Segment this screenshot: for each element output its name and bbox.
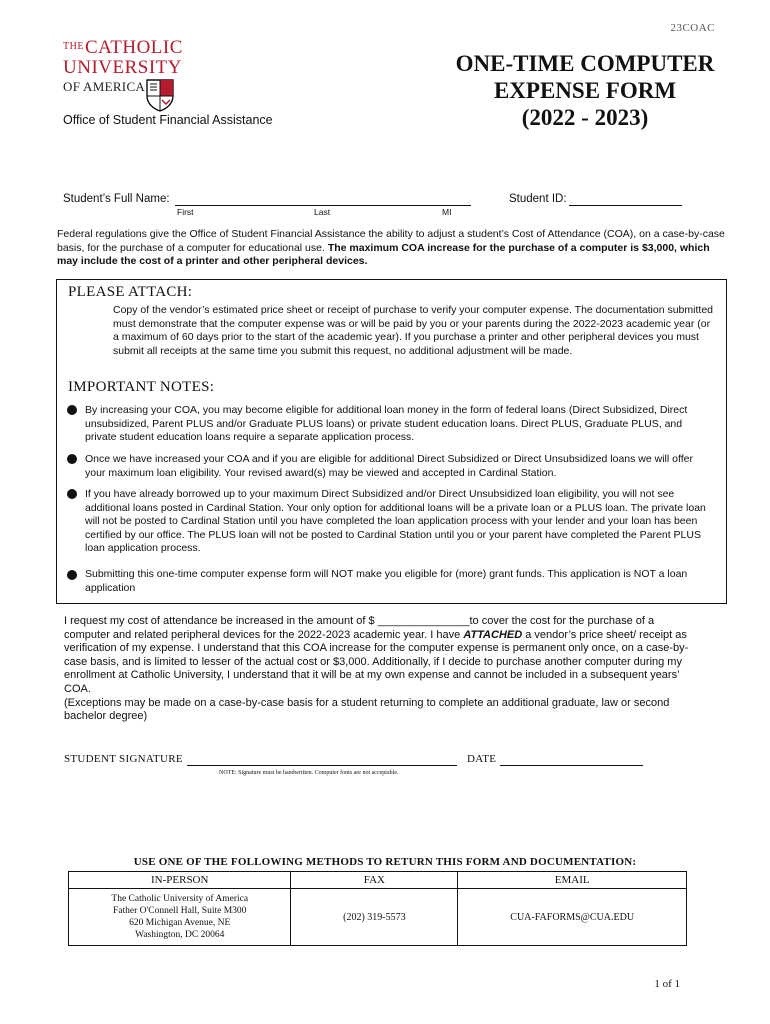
address-line: The Catholic University of America <box>111 894 249 904</box>
attach-text: Copy of the vendor’s estimated price sheet or receipt of purchase to verify your computer expense. The documentation submitted must demonstrate that the computer expense was or will be paid by you or your parents during the 2022-2023 academic year (or a maximum of 60 days prior to the start of the academic year). If you purchase a printer and other peripheral devices you must submit all receipts at the same time you submit this request, no additional adjustment will be made. <box>113 304 713 357</box>
fax-number: (202) 319-5573 <box>291 889 458 946</box>
request-text-3: a vendor’s price sheet/ receipt as verification of my expense. I understand that this COA increase for the computer expense is permanent only once, on a case-by- case basis, and is limited to lesser of the actual cost or $3,000. Additionally, if I decide to purchase another computer during my enrollment at Catholic University, I understand that it will be at my own expense and cannot be included in a subsequent years’ COA. <box>64 628 689 695</box>
logo-text-university: UNIVERSITY <box>63 57 182 78</box>
logo-text-line1: CATHOLIC <box>84 37 183 58</box>
return-methods-table <box>68 871 687 946</box>
intro-bold-text: The maximum COA increase for the purchase of a computer is $3,000, which may include the cost of a printer and other peripheral devices. <box>57 241 710 267</box>
title-line-2: EXPENSE FORM <box>493 78 677 103</box>
address-line: 620 Michigan Avenue, NE <box>129 918 231 928</box>
student-name-field[interactable] <box>175 205 471 206</box>
request-text-2: to cover the cost for the purchase of a computer and related peripheral devices for the 2022-2023 academic year. I have <box>64 615 655 641</box>
office-name: Office of Student Financial Assistance <box>63 113 273 127</box>
date-field[interactable] <box>500 765 643 766</box>
notes-heading: IMPORTANT NOTES: <box>68 379 215 395</box>
logo-text-of-america: OF AMERICA <box>63 79 146 94</box>
attached-emphasis: ATTACHED <box>463 628 523 641</box>
student-id-label: Student ID: <box>509 193 567 205</box>
request-text-1: I request my cost of attendance be increased in the amount of $ <box>64 615 378 627</box>
university-crest-icon <box>145 78 175 112</box>
logo-text-the: THE <box>63 41 84 52</box>
form-title <box>430 50 740 131</box>
logo-text-catholic <box>63 37 183 59</box>
title-line-3: (2022 - 2023) <box>521 105 649 130</box>
bullet-icon <box>67 405 77 415</box>
note-item: Submitting this one-time computer expense form will NOT make you eligible for (more) grant funds. This application is NOT a loan application <box>85 568 688 594</box>
header-email: EMAIL <box>458 872 687 889</box>
bullet-icon <box>67 454 77 464</box>
first-name-label: First <box>177 207 194 217</box>
form-code: 23COAC <box>670 22 715 34</box>
intro-paragraph <box>57 228 725 269</box>
amount-field[interactable]: _______________ <box>377 615 470 627</box>
student-name-label: Student’s Full Name: <box>63 193 170 205</box>
middle-initial-label: MI <box>442 207 452 217</box>
exceptions-text: (Exceptions may be made on a case-by-case basis for a student returning to complete an additional graduate, law or second bachelor degree) <box>64 696 670 723</box>
return-methods-title: USE ONE OF THE FOLLOWING METHODS TO RETURN THIS FORM AND DOCUMENTATION: <box>133 856 637 868</box>
note-item: By increasing your COA, you may become eligible for additional loan money in the form of federal loans (Direct Subsidized, Direct unsubsidized, Parent PLUS and/or Graduate PLUS loans) or private student education loans. Direct PLUS, Graduate PLUS, and private student education loans require a separate application process. <box>85 404 688 443</box>
in-person-address <box>69 889 291 946</box>
signature-field[interactable] <box>187 765 457 766</box>
address-line: Father O'Connell Hall, Suite M300 <box>113 906 247 916</box>
note-item: Once we have increased your COA and if you are eligible for additional Direct Subsidized or Direct Unsubsidized loans we will offer your maximum loan eligibility. Your revised award(s) may be viewed and accepted in Cardinal Station. <box>85 453 693 479</box>
header-fax: FAX <box>291 872 458 889</box>
note-item: If you have already borrowed up to your maximum Direct Subsidized and/or Direct Unsubsidized loan eligibility, you will not see additional loans posted in Cardinal Station. Your only option for additional loans will be a private loan or a PLUS loan. The private loan will not be posted to Cardinal Station until you have completed the loan application process with your lender and your loan has been certified by our office. The PLUS loan will not be posted to Cardinal Station until you or your parent have completed the Parent PLUS loan application process. <box>85 488 706 554</box>
last-name-label: Last <box>314 207 331 217</box>
student-id-field[interactable] <box>569 205 682 206</box>
signature-label: STUDENT SIGNATURE <box>64 753 183 765</box>
request-paragraph <box>64 615 694 724</box>
date-label: DATE <box>467 753 497 765</box>
signature-note: NOTE: Signature must be handwritten. Computer fonts are not acceptable. <box>219 770 399 776</box>
bullet-icon <box>67 489 77 499</box>
table-header-row <box>69 872 687 889</box>
title-line-1: ONE-TIME COMPUTER <box>455 51 715 76</box>
address-line: Washington, DC 20064 <box>135 930 225 940</box>
attach-heading: PLEASE ATTACH: <box>68 284 193 300</box>
bullet-icon <box>67 570 77 580</box>
header-in-person: IN-PERSON <box>69 872 291 889</box>
intro-text: Federal regulations give the Office of Student Financial Assistance the ability to adjust a student’s Cost of Attendance (COA), on a case-by-case basis, for the purchase of a computer for educational use. <box>57 228 725 254</box>
email-address[interactable]: CUA-FAFORMS@CUA.EDU <box>458 889 687 946</box>
table-row <box>69 889 687 946</box>
page-number: 1 of 1 <box>654 978 680 990</box>
